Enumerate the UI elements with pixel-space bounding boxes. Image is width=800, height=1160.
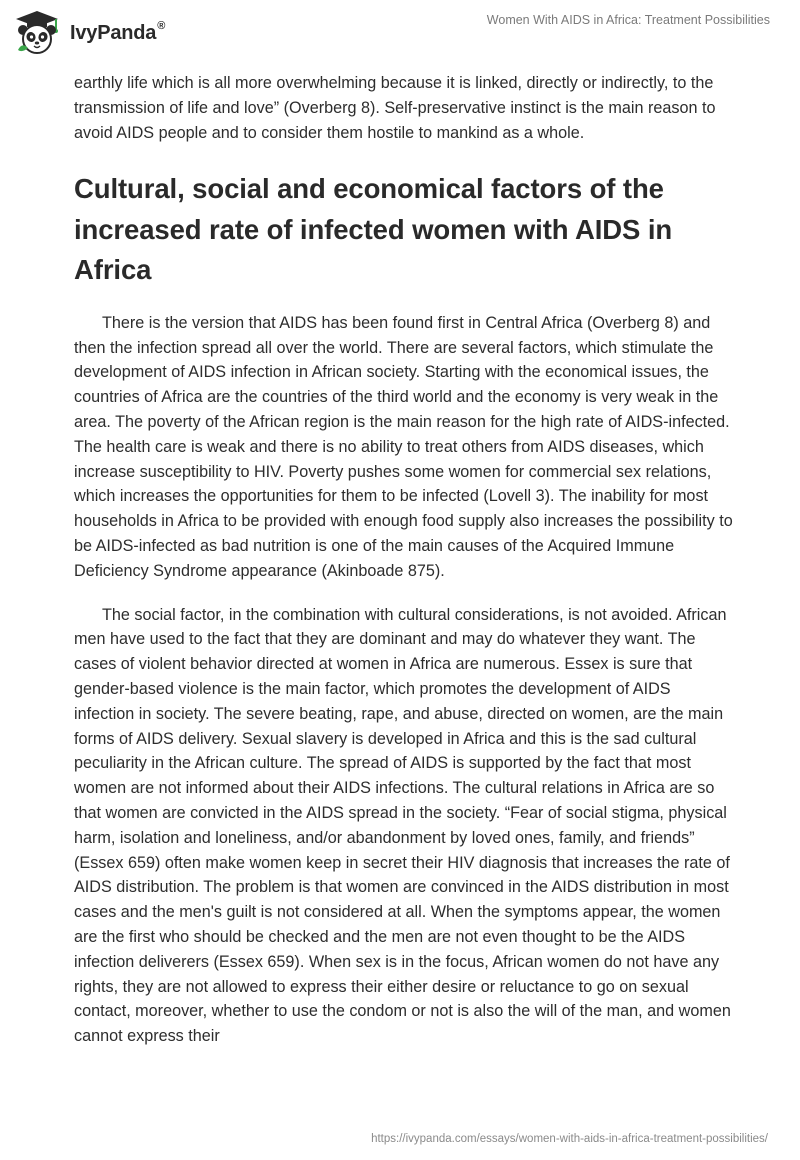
essay-content — [74, 70, 734, 1049]
paragraph-intro: earthly life which is all more overwhelming because it is linked, directly or indirectly, to the transmission of life and love” (Overberg 8). Self-preservative instinct is the main reason to avoid AIDS people and to consider them hostile to mankind as a whole. — [74, 74, 716, 142]
section-heading: Cultural, social and economical factors of the increased rate of infected women with AIDS in Africa — [74, 173, 673, 286]
brand-name: IvyPanda® — [70, 20, 166, 44]
document-title: Women With AIDS in Africa: Treatment Possibilities — [486, 13, 770, 27]
footer-url[interactable]: https://ivypanda.com/essays/women-with-aids-in-africa-treatment-possibilities/ — [371, 1133, 768, 1145]
paragraph-economic-factors: There is the version that AIDS has been found first in Central Africa (Overberg 8) and then the infection spread all over the world. There are several factors, which stimulate the development of AIDS infection in African society. Starting with the economical issues, the countries of Africa are the countries of the third world and the economy is very weak in the area. The poverty of the African region is the main reason for the high rate of AIDS-infected. The health care is weak and there is no ability to treat others from AIDS diseases, which increase susceptibility to HIV. Poverty pushes some women for commercial sex relations, which increases the opportunities for them to be infected (Lovell 3). The inability for most households in Africa to be provided with enough food supply also increases the possibility to be AIDS-infected as bad nutrition is one of the main causes of the Acquired Immune Deficiency Syndrome appearance (Akinboade 875). — [74, 313, 733, 580]
brand-logo[interactable] — [12, 8, 202, 58]
page-header — [0, 0, 800, 70]
paragraph-social-factors: The social factor, in the combination with cultural considerations, is not avoided. African men have used to the fact that they are dominant and may do whatever they want. The cases of violent behavior directed at women in Africa are numerous. Essex is sure that gender-based violence is the main factor, which promotes the development of AIDS infection in society. The severe beating, rape, and abuse, directed on women, are the main forms of AIDS delivery. Sexual slavery is developed in Africa and this is the sad cultural peculiarity in the African culture. The spread of AIDS is supported by the fact that most women are not informed about their AIDS infections. The cultural relations in Africa are so that women are convicted in the AIDS spread in the society. “Fear of social stigma, physical harm, isolation and loneliness, and/or abandonment by loved ones, family, and friends” (Essex 659) often make women keep in secret their HIV diagnosis that increases the rate of AIDS distribution. The problem is that women are convinced in the AIDS distribution in most cases and the men's guilt is not considered at all. When the symptoms appear, the women are the first who should be checked and the men are not even thought to be the AIDS infection deliverers (Essex 659). When sex is in the focus, African women do not have any rights, they are not allowed to express their either desire or reluctance to go on sexual contact, moreover, whether to use the condom or not is also the will of the man, and women cannot express their — [74, 605, 731, 1046]
panda-logo-icon — [12, 8, 62, 58]
